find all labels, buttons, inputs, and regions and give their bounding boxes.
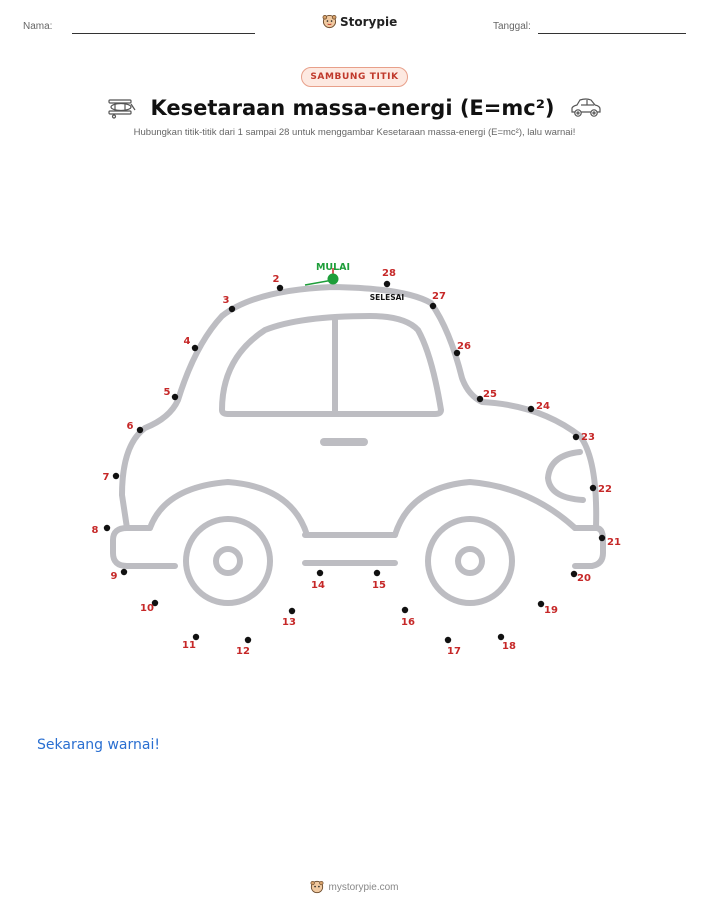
dot-label-21: 21 <box>607 537 621 548</box>
dot-22[interactable] <box>590 485 596 491</box>
dot-label-22: 22 <box>598 484 612 495</box>
dot-1[interactable] <box>328 274 339 285</box>
front-wheel <box>186 519 270 603</box>
dot-4[interactable] <box>192 345 198 351</box>
dot-label-12: 12 <box>236 646 250 657</box>
date-label: Tanggal: <box>493 21 531 32</box>
dot-label-11: 11 <box>182 640 196 651</box>
dot-label-13: 13 <box>282 617 296 628</box>
car-tail-light <box>548 452 583 500</box>
dot-6[interactable] <box>137 427 143 433</box>
end-label: SELESAI <box>369 293 405 302</box>
dot-label-2: 2 <box>272 274 280 285</box>
rear-wheel-hub <box>458 549 482 573</box>
dot-15[interactable] <box>374 570 380 576</box>
dot-label-14: 14 <box>311 580 325 591</box>
brand-name: Storypie <box>340 14 398 29</box>
dot-9[interactable] <box>121 569 127 575</box>
dot-label-18: 18 <box>502 641 516 652</box>
dots-layer <box>92 268 621 657</box>
dot-label-15: 15 <box>372 580 386 591</box>
dot-label-16: 16 <box>401 617 415 628</box>
start-label: MULAI <box>315 262 351 273</box>
page-title: Kesetaraan massa-energi (E=mc²) <box>150 96 555 120</box>
dot-label-6: 6 <box>126 421 134 432</box>
dot-5[interactable] <box>172 394 178 400</box>
dot-14[interactable] <box>317 570 323 576</box>
rear-wheel-arch <box>395 482 575 535</box>
rear-wheel <box>428 519 512 603</box>
dot-2[interactable] <box>277 285 283 291</box>
color-prompt: Sekarang warnai! <box>37 737 160 753</box>
car-window <box>222 316 441 414</box>
dot-17[interactable] <box>445 637 451 643</box>
car-bumper-rear <box>575 528 603 566</box>
dot-label-20: 20 <box>577 573 591 584</box>
dot-label-23: 23 <box>581 432 595 443</box>
dot-23[interactable] <box>573 434 579 440</box>
front-wheel-arch <box>150 482 307 535</box>
dot-16[interactable] <box>402 607 408 613</box>
dot-label-8: 8 <box>91 525 99 536</box>
car-sill <box>305 535 395 563</box>
dot-label-10: 10 <box>140 603 154 614</box>
dot-label-19: 19 <box>544 605 558 616</box>
mascot-icon <box>310 880 324 894</box>
activity-badge: SAMBUNG TITIK <box>301 67 408 87</box>
dot-label-25: 25 <box>483 389 497 400</box>
dot-7[interactable] <box>113 473 119 479</box>
dot-18[interactable] <box>498 634 504 640</box>
footer <box>0 880 709 894</box>
car-bumper <box>113 528 175 566</box>
instructions: Hubungkan titik-titik dari 1 sampai 28 untuk menggambar Kesetaraan massa-energi (E=mc²), lalu warnai! <box>133 127 576 138</box>
dot-label-9: 9 <box>110 571 118 582</box>
dot-3[interactable] <box>229 306 235 312</box>
dot-27[interactable] <box>430 303 436 309</box>
dot-label-7: 7 <box>102 472 110 483</box>
dot-label-26: 26 <box>457 341 471 352</box>
name-label: Nama: <box>23 21 53 32</box>
dot-13[interactable] <box>289 608 295 614</box>
dot-label-24: 24 <box>536 401 550 412</box>
dot-label-3: 3 <box>222 295 230 306</box>
dot-28[interactable] <box>384 281 390 287</box>
front-wheel-hub <box>216 549 240 573</box>
dot-label-28: 28 <box>382 268 396 279</box>
dot-8[interactable] <box>104 525 110 531</box>
dot-label-27: 27 <box>432 291 446 302</box>
dot-label-5: 5 <box>163 387 171 398</box>
dot-24[interactable] <box>528 406 534 412</box>
dot-label-4: 4 <box>183 336 191 347</box>
car-outline <box>110 287 603 603</box>
footer-url: mystorypie.com <box>328 881 399 893</box>
dot-21[interactable] <box>599 535 605 541</box>
dot-label-17: 17 <box>447 646 461 657</box>
dot-12[interactable] <box>245 637 251 643</box>
